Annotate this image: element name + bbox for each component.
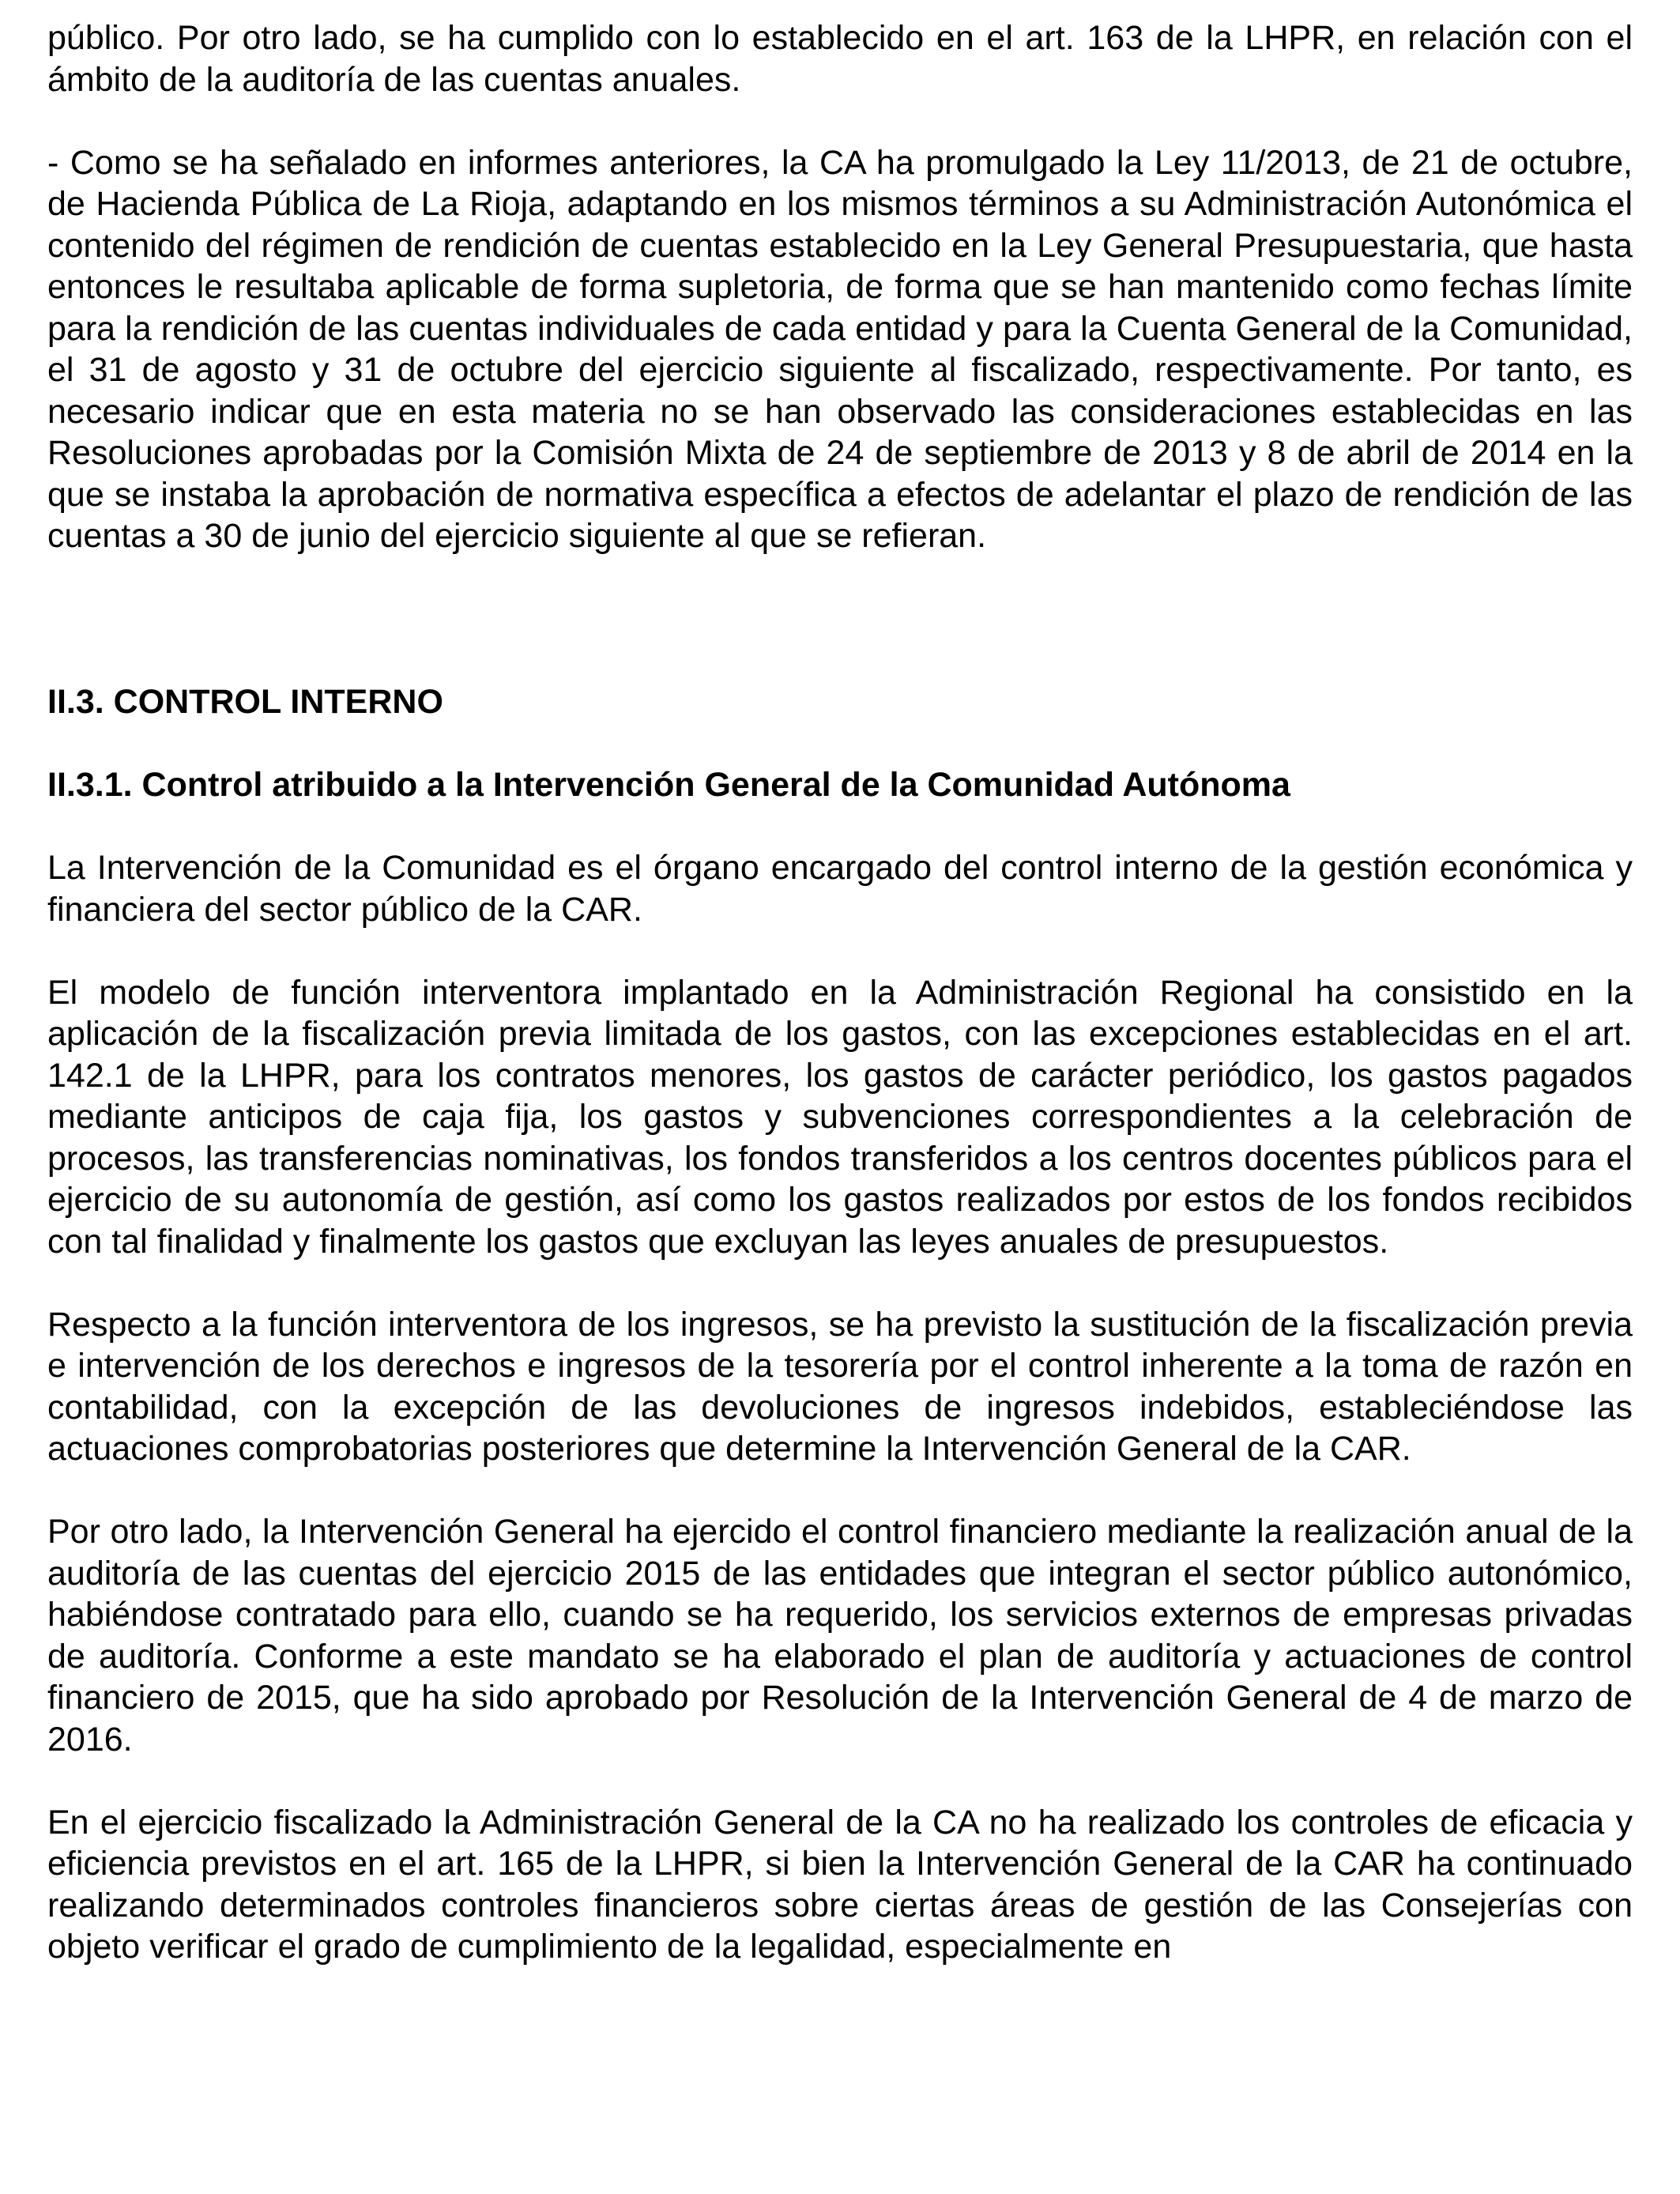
paragraph: Respecto a la función interventora de los ingresos, se ha previsto la sustitución de la fiscalización previa e intervención de los derechos e ingresos de la tesorería por el control inherente a la toma de razón en contabilidad, con la excepción de las devoluciones de ingresos indebidos, estableciéndose las actuaciones comprobatorias posteriores que determine la Intervención General de la CAR. <box>47 1305 1633 1468</box>
subsection-heading: II.3.1. Control atribuido a la Intervención General de la Comunidad Autónoma <box>47 766 1290 804</box>
paragraph: - Como se ha señalado en informes anteriores, la CA ha promulgado la Ley 11/2013, de 21 de octubre, de Hacienda Pública de La Rioja, adaptando en los mismos términos a su Administración Autonómica el contenido del régimen de rendición de cuentas establecido en la Ley General Presupuestaria, que hasta entonces le resultaba aplicable de forma supletoria, de forma que se han mantenido como fechas límite para la rendición de las cuentas individuales de cada entidad y para la Cuenta General de la Comunidad, el 31 de agosto y 31 de octubre del ejercicio siguiente al fiscalizado, respectivamente. Por tanto, es necesario indicar que en esta materia no se han observado las consideraciones establecidas en las Resoluciones aprobadas por la Comisión Mixta de 24 de septiembre de 2013 y 8 de abril de 2014 en la que se instaba la aprobación de normativa específica a efectos de adelantar el plazo de rendición de las cuentas a 30 de junio del ejercicio siguiente al que se refieran. <box>47 143 1633 555</box>
paragraph: Por otro lado, la Intervención General ha ejercido el control financiero mediante la realización anual de la auditoría de las cuentas del ejercicio 2015 de las entidades que integran el sector público autonómico, habiéndose contratado para ello, cuando se ha requerido, los servicios externos de empresas privadas de auditoría. Conforme a este mandato se ha elaborado el plan de auditoría y actuaciones de control financiero de 2015, que ha sido aprobado por Resolución de la Intervención General de 4 de marzo de 2016. <box>47 1513 1633 1759</box>
section-heading: II.3. CONTROL INTERNO <box>47 683 443 721</box>
document-page <box>47 17 1633 1968</box>
paragraph: público. Por otro lado, se ha cumplido con lo establecido en el art. 163 de la LHPR, en relación con el ámbito de la auditoría de las cuentas anuales. <box>47 19 1633 99</box>
paragraph: El modelo de función interventora implantado en la Administración Regional ha consistido en la aplicación de la fiscalización previa limitada de los gastos, con las excepciones establecidas en el art. 142.1 de la LHPR, para los contratos menores, los gastos de carácter periódico, los gastos pagados mediante anticipos de caja fija, los gastos y subvenciones correspondientes a la celebración de procesos, las transferencias nominativas, los fondos transferidos a los centros docentes públicos para el ejercicio de su autonomía de gestión, así como los gastos realizados por estos de los fondos recibidos con tal finalidad y finalmente los gastos que excluyan las leyes anuales de presupuestos. <box>47 973 1633 1261</box>
paragraph: En el ejercicio fiscalizado la Administración General de la CA no ha realizado los controles de eficacia y eficiencia previstos en el art. 165 de la LHPR, si bien la Intervención General de la CAR ha continuado realizando determinados controles financieros sobre ciertas áreas de gestión de las Consejerías con objeto verificar el grado de cumplimiento de la legalidad, especialmente en <box>47 1803 1633 1966</box>
spacer <box>47 598 1633 681</box>
paragraph: La Intervención de la Comunidad es el órgano encargado del control interno de la gestión económica y financiera del sector público de la CAR. <box>47 849 1633 929</box>
